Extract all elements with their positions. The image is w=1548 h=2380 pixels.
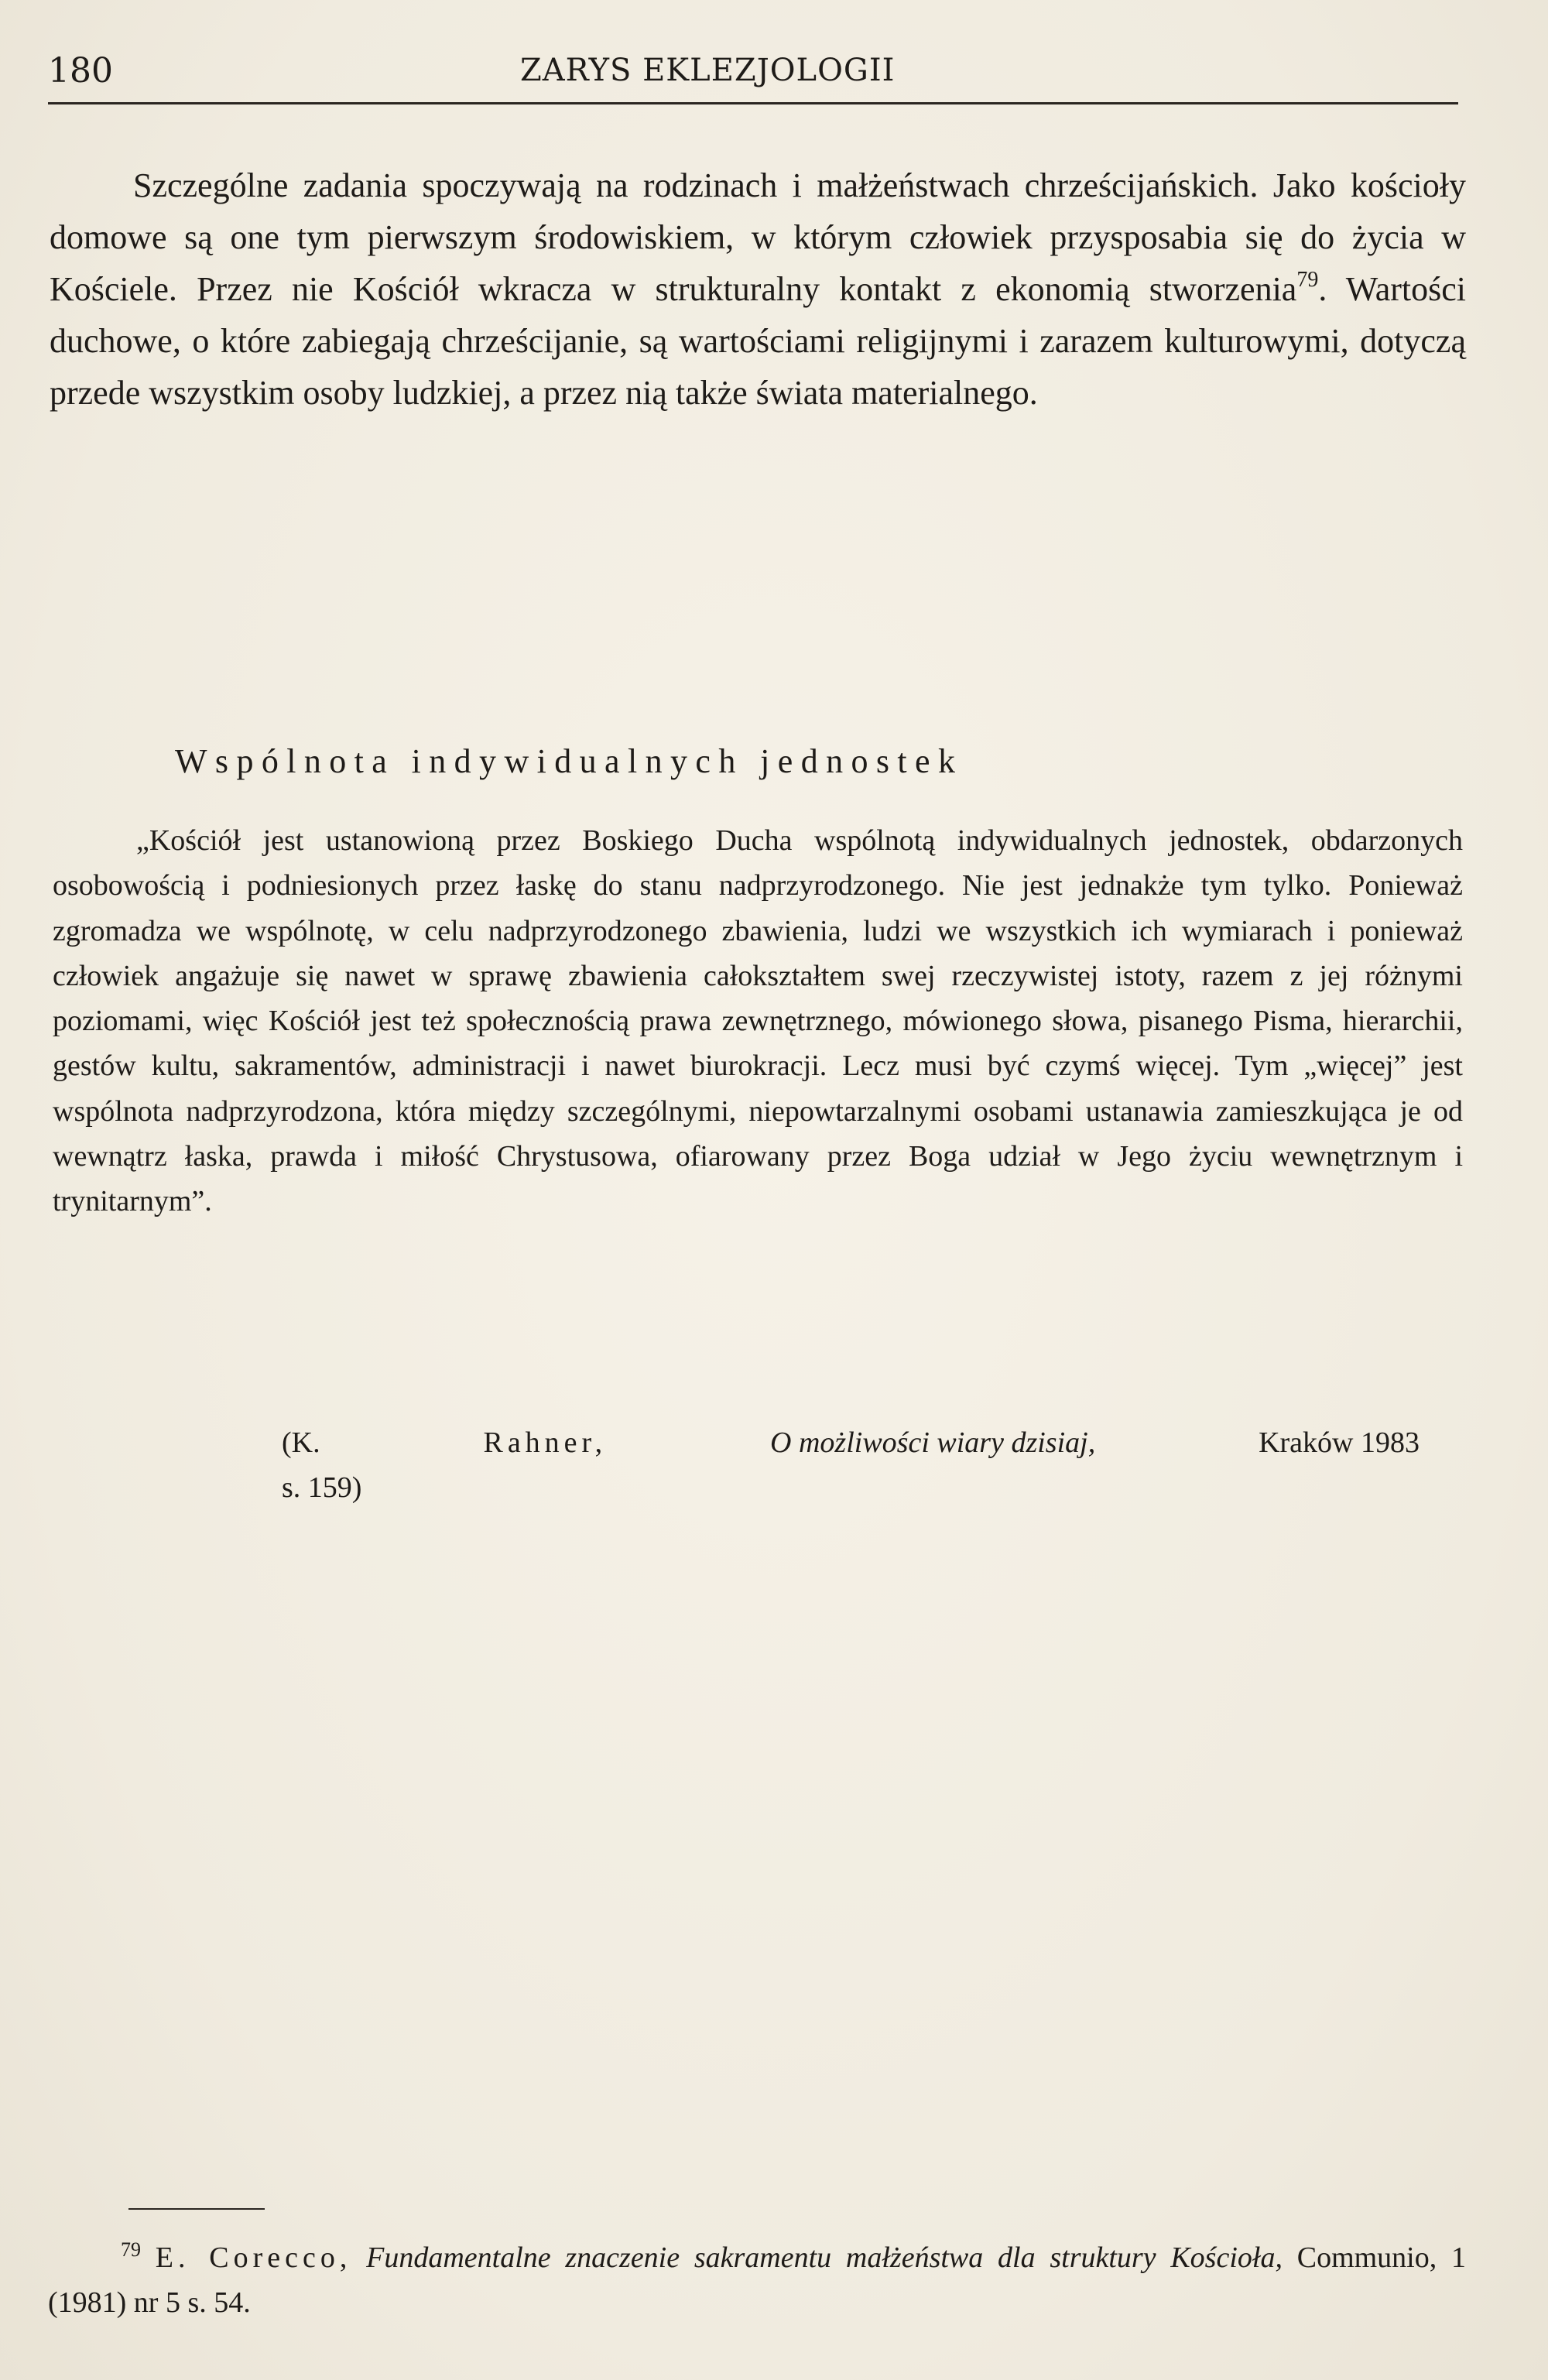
citation-pages: s. 159) bbox=[282, 1471, 362, 1504]
citation-open: (K. bbox=[282, 1426, 320, 1459]
footnote-author: E. Corecco, bbox=[155, 2241, 352, 2274]
block-quote: „Kościół jest ustanowioną przez Boskiego Ducha wspólnotą indywidualnych jednostek, obdarzonych osobowością i podniesionych przez łaskę do stanu nadprzyrodzonego. Nie jest jednakże tym tylko. Ponieważ zgromadza we wspólnotę, w celu nadprzyrodzonego zbawienia, ludzi we wszystkich ich wymiarach i ponieważ człowiek angażuje się nawet w sprawę zbawienia całokształtem swej rzeczywistej istoty, razem z jej różnymi poziomami, więc Kościół jest też społecznością prawa zewnętrznego, mówionego słowa, pisanego Pisma, hierarchii, gestów kultu, sakramentów, administracji i nawet biurokracji. Lecz musi być czymś więcej. Tym „więcej” jest wspólnota nadprzyrodzona, która między szczególnymi, niepowtarzalnymi osobami ustanawia zamieszkująca je od wewnątrz łaska, prawda i miłość Chrystusowa, ofiarowany przez Boga udział w Jego życiu wewnętrznym i trynitarnym”. bbox=[53, 824, 1463, 1218]
footnote-rest: Communio, 1 (1981) nr 5 s. 54. bbox=[48, 2241, 1466, 2319]
body-text-part-1: Szczególne zadania spoczywają na rodzinach i małżeństwach chrześcijańskich. Jako kościoły domowe są one tym pierwszym środowiskiem, w którym człowiek przysposabia się do życia w Kościele. Przez nie Kościół wkracza w strukturalny kontakt z ekonomią stworzenia bbox=[50, 166, 1466, 308]
body-text-part-2: . Wartości duchowe, o które zabiegają chrześcijanie, są wartościami religijnymi i zarazem kulturowymi, dotyczą przede wszystkim osoby ludzkiej, a przez nią także świata materialnego. bbox=[50, 270, 1466, 412]
body-paragraph bbox=[50, 159, 1466, 419]
footnote-rule bbox=[128, 2208, 265, 2210]
footnote-title: Fundamentalne znaczenie sakramentu małżeństwa dla struktury Kościoła, bbox=[366, 2241, 1283, 2274]
footnote-reference: 79 bbox=[1296, 268, 1319, 292]
citation-place-year: Kraków 1983 bbox=[1259, 1426, 1420, 1459]
citation-title: O możliwości wiary dzisiaj, bbox=[770, 1426, 1096, 1459]
footnote-number: 79 bbox=[121, 2238, 141, 2261]
page-number: 180 bbox=[48, 51, 113, 91]
citation-line-1 bbox=[282, 1420, 1420, 1465]
section-heading: Wspólnota indywidualnych jednostek bbox=[175, 742, 964, 780]
citation-author: Rahner, bbox=[483, 1426, 608, 1459]
header-rule bbox=[48, 102, 1458, 104]
quote-citation bbox=[282, 1420, 1420, 1510]
running-head: ZARYS EKLEZJOLOGII bbox=[520, 53, 896, 88]
page-header bbox=[48, 48, 1458, 101]
footnote bbox=[48, 2235, 1466, 2325]
